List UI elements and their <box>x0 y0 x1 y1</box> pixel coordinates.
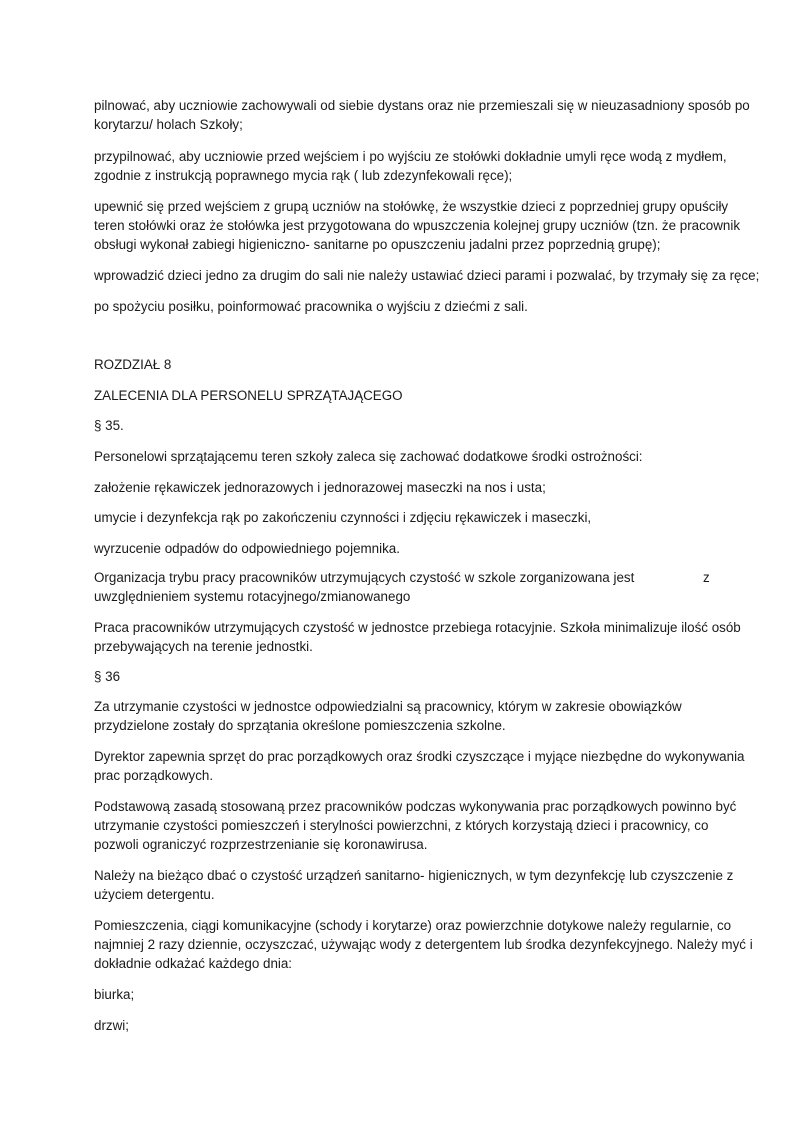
chapter-title: ZALECENIA DLA PERSONELU SPRZĄTAJĄCEGO <box>94 388 403 403</box>
paragraph-line: Organizacja trybu pracy pracowników utrzymujących czystość w szkole zorganizowana jest <box>94 570 635 585</box>
paragraph-line: zgodnie z instrukcją poprawnego mycia rąk ( lub zdezynfekowali ręce); <box>94 168 513 183</box>
paragraph-line: Personelowi sprzątającemu teren szkoły zaleca się zachować dodatkowe środki ostrożności: <box>94 449 643 464</box>
paragraph-line: po spożyciu posiłku, poinformować pracownika o wyjściu z dziećmi z sali. <box>94 299 528 314</box>
section-number: § 35. <box>94 418 124 433</box>
paragraph-line: najmniej 2 razy dziennie, oczyszczać, używając wody z detergentem lub środka dezynfekcyjnego. Należy myć i <box>94 937 753 952</box>
paragraph-line: uwzględnieniem systemu rotacyjnego/zmianowanego <box>94 589 411 604</box>
paragraph-gap-word: z <box>703 570 710 585</box>
section-number: § 36 <box>94 669 121 684</box>
chapter-heading: ROZDZIAŁ 8 <box>94 357 172 372</box>
paragraph-line: umycie i dezynfekcja rąk po zakończeniu czynności i zdjęciu rękawiczek i maseczki, <box>94 510 592 525</box>
paragraph-line: korytarzu/ holach Szkoły; <box>94 117 243 132</box>
paragraph-line: pilnować, aby uczniowie zachowywali od siebie dystans oraz nie przemieszali się w nieuzasadniony sposób po <box>94 98 750 113</box>
paragraph-line: wprowadzić dzieci jedno za drugim do sali nie należy ustawiać dzieci parami i pozwalać, by trzymały się za ręce; <box>94 268 760 283</box>
paragraph-line: przydzielone zostały do sprzątania określone pomieszczenia szkolne. <box>94 718 506 733</box>
list-item: drzwi; <box>94 1018 129 1033</box>
paragraph-line: Za utrzymanie czystości w jednostce odpowiedzialni są pracownicy, którym w zakresie obowiązków <box>94 699 682 714</box>
paragraph-line: Pomieszczenia, ciągi komunikacyjne (schody i korytarze) oraz powierzchnie dotykowe należy regularnie, co <box>94 918 732 933</box>
paragraph-line: utrzymanie czystości pomieszczeń i sterylności powierzchni, z których korzystają dzieci i pracownicy, co <box>94 818 709 833</box>
paragraph-line: wyrzucenie odpadów do odpowiedniego pojemnika. <box>94 541 400 556</box>
paragraph-line: założenie rękawiczek jednorazowych i jednorazowej maseczki na nos i usta; <box>94 480 546 495</box>
list-item: biurka; <box>94 987 135 1002</box>
paragraph-line: upewnić się przed wejściem z grupą uczniów na stołówkę, że wszystkie dzieci z poprzedniej grupy opuściły <box>94 199 729 214</box>
paragraph-line: obsługi wykonał zabiegi higieniczno- sanitarne po opuszczeniu jadalni przez poprzednią grupę); <box>94 237 661 252</box>
paragraph-line: Praca pracowników utrzymujących czystość w jednostce przebiega rotacyjnie. Szkoła minimalizuje ilość osób <box>94 620 741 635</box>
paragraph-line: użyciem detergentu. <box>94 887 215 902</box>
paragraph-line: prac porządkowych. <box>94 768 214 783</box>
paragraph-line: przypilnować, aby uczniowie przed wejściem i po wyjściu ze stołówki dokładnie umyli ręce wodą z mydłem, <box>94 149 727 164</box>
paragraph-line: dokładnie odkażać każdego dnia: <box>94 956 293 971</box>
paragraph-line: Podstawową zasadą stosowaną przez pracowników podczas wykonywania prac porządkowych powinno być <box>94 799 737 814</box>
paragraph-line: Należy na bieżąco dbać o czystość urządzeń sanitarno- higienicznych, w tym dezynfekcję lub czyszczenie z <box>94 868 734 883</box>
paragraph-line: przebywających na terenie jednostki. <box>94 639 313 654</box>
paragraph-line: teren stołówki oraz że stołówka jest przygotowana do wpuszczenia kolejnej grupy uczniów (tzn. że pracownik <box>94 218 741 233</box>
paragraph-line: Dyrektor zapewnia sprzęt do prac porządkowych oraz środki czyszczące i myjące niezbędne do wykonywania <box>94 749 745 764</box>
paragraph-line: pozwoli ograniczyć rozprzestrzenianie się koronawirusa. <box>94 837 428 852</box>
